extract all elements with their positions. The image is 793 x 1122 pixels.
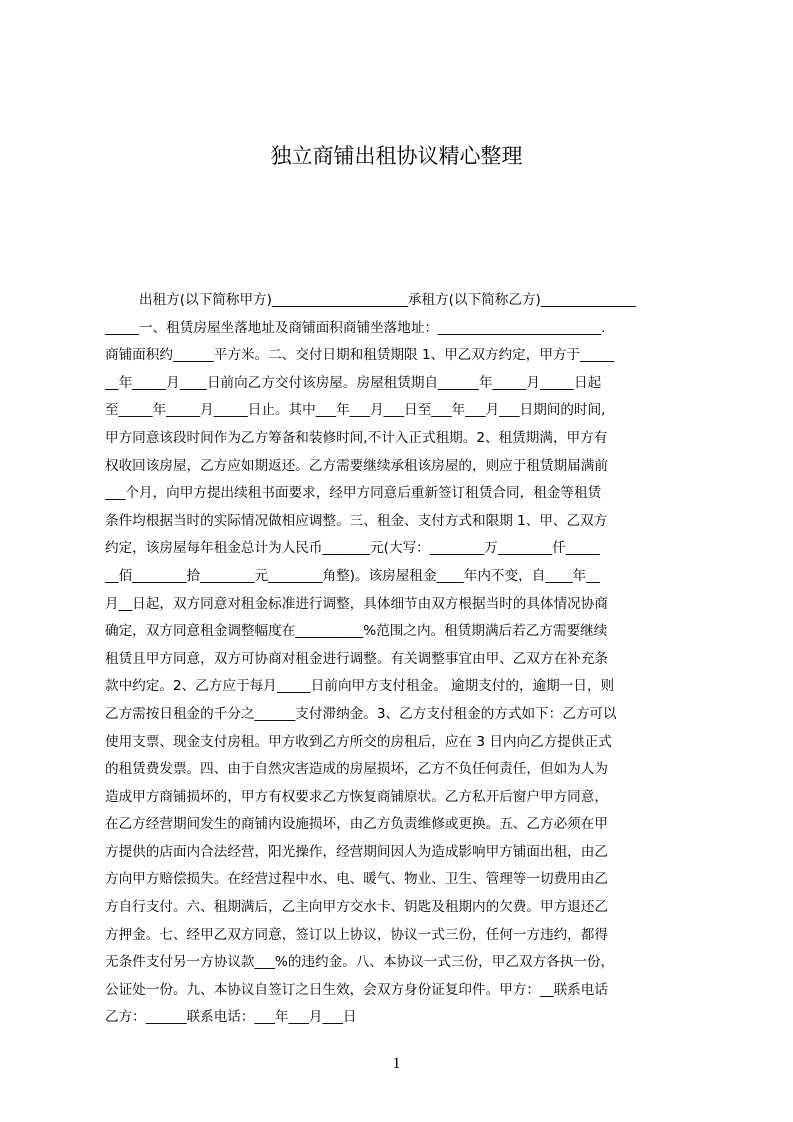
body-line: 权收回该房屋，乙方应如期返还。乙方需要继续承租该房屋的，则应于租赁期届满前 xyxy=(105,457,608,474)
body-line: 款中约定。2、乙方应于每月_____日前向甲方支付租金。 逾期支付的，逾期一日，则 xyxy=(105,678,615,695)
agreement-body xyxy=(105,287,700,1026)
body-line: 公证处一份。九、本协议自签订之日生效，会双方身份证复印件。甲方：__联系电话 xyxy=(105,981,608,998)
document-title: 独立商铺出租协议精心整理 xyxy=(270,144,523,168)
page-number: 1 xyxy=(392,1055,401,1072)
body-line: 方向甲方赔偿损失。在经营过程中水、电、暖气、物业、卫生、管理等一切费用由乙 xyxy=(105,871,608,888)
body-line: 造成甲方商铺损坏的，甲方有权要求乙方恢复商铺原状。乙方私开后窗户甲方同意， xyxy=(105,788,608,805)
body-line: 无条件支付另一方协议款___%的违约金。八、本协议一式三份，甲乙双方各执一份， xyxy=(105,954,615,971)
body-line: 方自行支付。六、租期满后，乙主向甲方交水卡、钥匙及租期内的欠费。甲方退还乙 xyxy=(105,899,608,916)
body-line: 甲方同意该段时间作为乙方筹备和装修时间,不计入正式租期。2、租赁期满，甲方有 xyxy=(105,429,608,446)
body-line: 乙方需按日租金的千分之______支付滞纳金。3、乙方支付租金的方式如下：乙方可以 xyxy=(105,705,617,722)
body-line: 条件均根据当时的实际情况做相应调整。三、租金、支付方式和限期 1、甲、乙双方 xyxy=(105,512,608,529)
body-line: 乙方：______联系电话：___年___月___日 xyxy=(105,1009,357,1026)
body-line: 方提供的店面内合法经营，阳光操作，经营期间因人为造成影响甲方铺面出租，由乙 xyxy=(105,843,608,860)
body-line: __佰________拾________元________角整)。该房屋租金____年内不变，自____年__ xyxy=(105,567,600,584)
body-line: _____一、租赁房屋坐落地址及商铺面积商铺坐落地址：________________________. xyxy=(105,319,606,336)
body-line: 确定，双方同意租金调整幅度在__________%范围之内。租赁期满后若乙方需要继续 xyxy=(105,623,608,640)
body-line: __年_____月____日前向乙方交付该房屋。房屋租赁期自______年_____月_____日起 xyxy=(105,374,602,391)
body-line: 方押金。七、经甲乙双方同意，签订以上协议，协议一式三份，任何一方违约，都得 xyxy=(105,926,608,943)
body-line: 约定，该房屋每年租金总计为人民币_______元(大写：________万________仟_____ xyxy=(105,540,600,557)
body-line: 使用支票、现金支付房租。甲方收到乙方所交的房租后，应在 3 日内向乙方提供正式 xyxy=(105,733,612,750)
body-line: 出租方(以下简称甲方)____________________承租方(以下简称乙方)______________ xyxy=(139,292,636,308)
body-line: 月__日起，双方同意对租金标准进行调整，具体细节由双方根据当时的具体情况协商 xyxy=(105,595,608,612)
body-line: 至_____年_____月_____日止。其中___年___月___日至___年___月___日期间的时间, xyxy=(105,402,606,419)
body-line: 在乙方经营期间发生的商铺内设施损坏，由乙方负责维修或更换。五、乙方必须在甲 xyxy=(105,816,608,833)
body-line: ___个月，向甲方提出续租书面要求，经甲方同意后重新签订租赁合同，租金等租赁 xyxy=(105,485,602,502)
body-line: 的租赁费发票。四、由于自然灾害造成的房屋损坏，乙方不负任何责任，但如为人为 xyxy=(105,761,608,778)
body-line: 商铺面积约______平方米。二、交付日期和租赁期限 1、甲乙双方约定，甲方于_____ xyxy=(105,347,615,364)
body-line: 租赁且甲方同意，双方可协商对租金进行调整。有关调整事宜由甲、乙双方在补充条 xyxy=(105,650,608,667)
